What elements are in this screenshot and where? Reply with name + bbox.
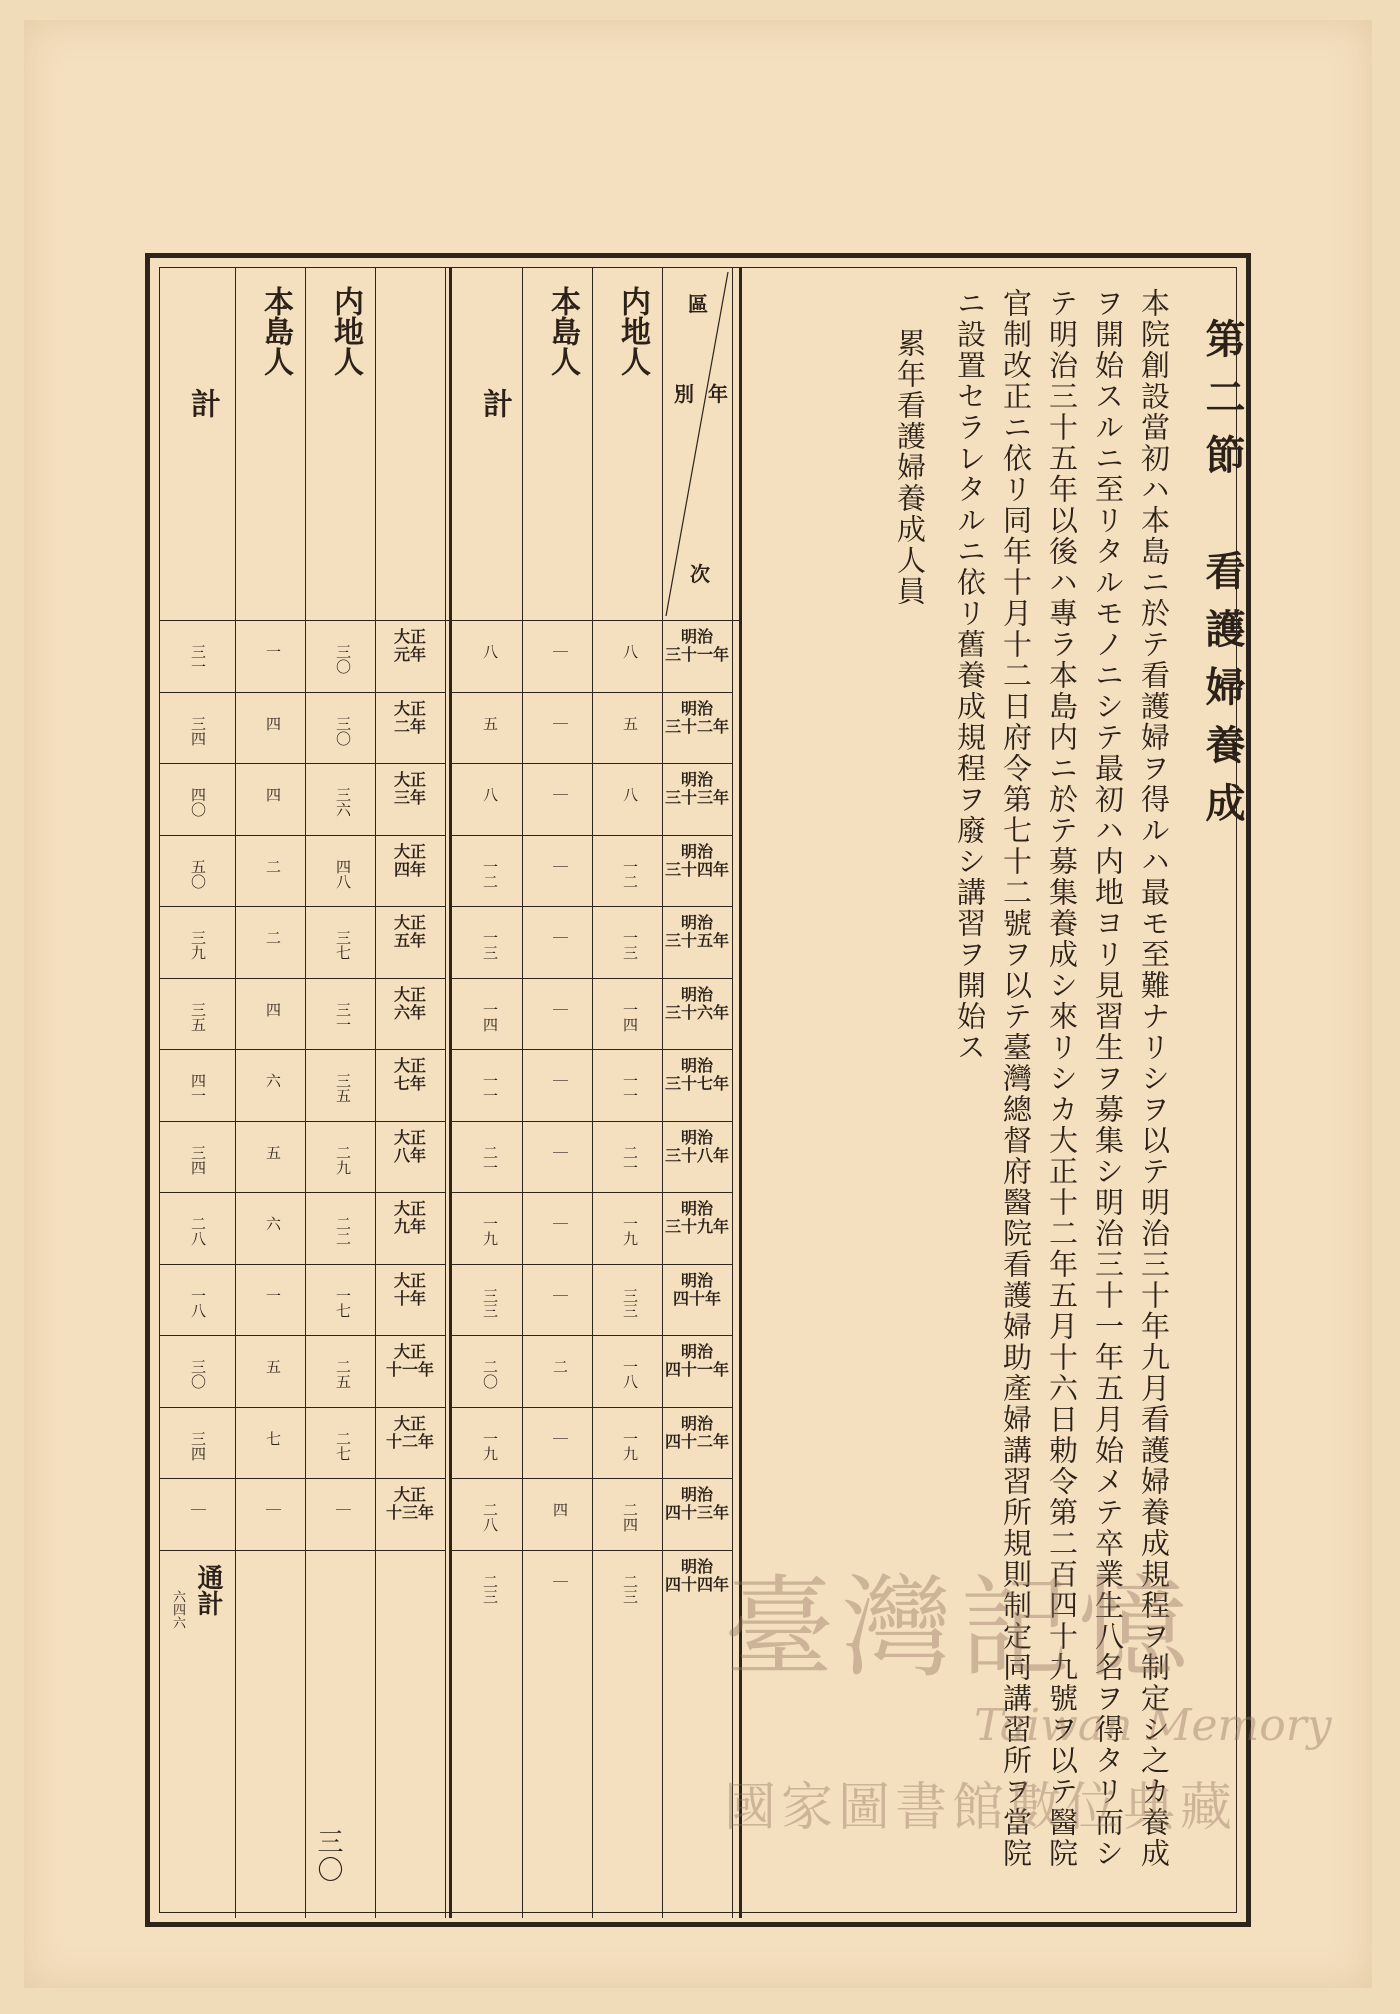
upper-row-rule	[452, 692, 732, 693]
lower-total-value: 三九	[189, 930, 207, 960]
upper-naichi-value: 一四	[621, 1001, 639, 1032]
lower-row-rule	[160, 1264, 445, 1265]
lower-year-label: 大正 元年	[393, 627, 426, 664]
upper-naichi-value: 一二	[621, 858, 639, 889]
table-vline	[592, 268, 593, 1918]
upper-hontou-value: 四	[551, 1502, 569, 1517]
upper-row-rule	[452, 1407, 732, 1408]
upper-hontou-value: ｜	[551, 1073, 569, 1088]
lower-row-rule	[160, 1121, 445, 1122]
upper-naichi-value: 一一	[621, 1073, 639, 1103]
lower-total-value: 三一	[189, 644, 207, 674]
document-page	[24, 20, 1372, 1988]
lower-naichi-value: 二五	[334, 1359, 352, 1389]
lower-year-label: 大正 八年	[393, 1127, 426, 1165]
table-vline	[235, 268, 236, 1918]
lower-naichi-value: 一七	[334, 1287, 352, 1318]
lower-year-label: 大正 十三年	[385, 1485, 434, 1522]
upper-row-rule	[452, 1192, 732, 1193]
lower-hontou-value: 五	[264, 1144, 282, 1160]
lower-year-label: 大正 五年	[393, 913, 426, 950]
upper-row-rule	[452, 835, 732, 836]
upper-header-naichi: 内地人	[615, 286, 650, 376]
table-vline	[375, 268, 376, 1918]
table-text-divider	[739, 268, 742, 1918]
lower-total-value: 四〇	[189, 787, 207, 817]
upper-hontou-value: ｜	[551, 715, 569, 731]
lower-year-label: 大正 九年	[393, 1199, 426, 1236]
lower-year-label: 大正 七年	[393, 1056, 426, 1093]
upper-hontou-value: ｜	[551, 1287, 569, 1303]
upper-naichi-value: 二四	[621, 1502, 639, 1532]
upper-total-value: 一四	[481, 1001, 499, 1032]
lower-row-rule	[160, 1049, 445, 1050]
upper-total-value: 二八	[481, 1502, 499, 1532]
upper-naichi-value: 八	[621, 644, 639, 659]
lower-row-rule	[160, 1407, 445, 1408]
upper-total-value: 八	[481, 787, 499, 802]
upper-year-label: 明治 四十二年	[664, 1413, 729, 1451]
lower-row-rule	[160, 763, 445, 764]
upper-hontou-value: ｜	[551, 1001, 569, 1017]
upper-year-label: 明治 四十一年	[664, 1342, 729, 1379]
upper-naichi-value: 三三	[621, 1287, 639, 1318]
lower-naichi-value: ｜	[334, 1502, 352, 1517]
watermark-sub: 國家圖書館數位典藏	[724, 1778, 1238, 1838]
lower-row-rule	[160, 835, 445, 836]
upper-header-hontou: 本島人	[545, 286, 580, 376]
grand-total-rule-sub	[235, 1550, 445, 1551]
upper-naichi-value: 一八	[621, 1359, 639, 1389]
table-vline	[522, 268, 523, 1918]
upper-year-label: 明治 三十一年	[664, 627, 729, 664]
upper-header-total: 計	[477, 388, 512, 418]
lower-naichi-value: 三五	[334, 1073, 352, 1103]
lower-naichi-value: 三〇	[334, 644, 352, 674]
lower-hontou-value: 一	[264, 1287, 282, 1303]
upper-naichi-value: 八	[621, 787, 639, 802]
corner-diagonal	[662, 268, 732, 620]
upper-hontou-value: ｜	[551, 644, 569, 659]
upper-hontou-value: ｜	[551, 1144, 569, 1160]
upper-year-label: 明治 四十年	[672, 1270, 721, 1308]
upper-row-rule	[452, 1264, 732, 1265]
narrative-column	[890, 288, 1245, 1888]
lower-total-value: 一八	[189, 1287, 207, 1318]
section-title: 第二節 看護婦養成	[1199, 318, 1246, 840]
lower-row-rule	[160, 1478, 445, 1479]
lower-total-value: 三四	[189, 1430, 207, 1461]
lower-year-label: 大正 三年	[393, 770, 426, 807]
lower-total-value: 三〇	[189, 1359, 207, 1389]
lower-hontou-value: 二	[264, 858, 282, 874]
upper-total-value: 一三	[481, 930, 499, 960]
lower-naichi-value: 四八	[334, 858, 352, 889]
upper-total-value: 一二	[481, 858, 499, 889]
lower-year-label: 大正 十一年	[385, 1342, 434, 1379]
upper-hontou-value: ｜	[551, 1216, 569, 1231]
lower-total-value: 二八	[189, 1216, 207, 1246]
corner-bottom: 別	[674, 382, 694, 406]
lower-hontou-value: 四	[264, 787, 282, 802]
page-number: 三〇	[313, 1828, 343, 1884]
lower-hontou-value: ｜	[264, 1502, 282, 1517]
lower-total-value: 三四	[189, 715, 207, 746]
lower-naichi-value: 二九	[334, 1144, 352, 1175]
lower-row-rule	[160, 978, 445, 979]
upper-row-rule	[452, 763, 732, 764]
lower-year-label: 大正 二年	[393, 698, 426, 736]
upper-total-value: 五	[481, 715, 499, 731]
upper-naichi-value: 一九	[621, 1430, 639, 1461]
upper-total-value: 三三	[481, 1287, 499, 1318]
grand-total-label: 通計	[193, 1563, 223, 1616]
lower-naichi-value: 三一	[334, 1001, 352, 1032]
table-header-rule	[160, 620, 739, 621]
watermark-main: 臺灣記憶	[724, 1564, 1196, 1692]
table-block-divider	[449, 268, 452, 1918]
lower-naichi-value: 三七	[334, 930, 352, 960]
lower-row-rule	[160, 1192, 445, 1193]
upper-hontou-value: ｜	[551, 1430, 569, 1446]
upper-total-value: 二一	[481, 1144, 499, 1175]
paragraph: 本院創設當初ハ本島ニ於テ看護婦ヲ得ルハ最モ至難ナリシヲ以テ明治三十年九月看護婦養成規程ヲ制定シ之カ養成ヲ開始スルニ至リタルモノニシテ最初ハ内地ヨリ見習生ヲ募集シ明治三十一年五月始メテ卒業生八名ヲ得タリ而シテ明治三十五年以後ハ專ラ本島内ニ於テ募集養成シ來リシカ大正十二年五月十六日勅令第二百四十九號ヲ以テ醫院官制改正ニ依リ同年十月十二日府令第七十二號ヲ以テ臺灣總督府醫院看護婦助產婦講習所規則制定同講習所ヲ當院ニ設置セラレタルニ依リ舊養成規程ヲ廢シ講習ヲ開始ス	[953, 288, 1171, 1869]
upper-year-label: 明治 三十四年	[664, 841, 729, 879]
table-vline	[305, 268, 306, 1918]
lower-hontou-value: 六	[264, 1073, 282, 1088]
upper-row-rule	[452, 1335, 732, 1336]
upper-year-label: 明治 三十二年	[664, 698, 729, 736]
table-vline	[445, 268, 446, 1918]
upper-row-rule	[452, 1478, 732, 1479]
statistics-table	[160, 268, 874, 1918]
lower-year-label: 大正 四年	[393, 841, 426, 879]
upper-row-rule	[452, 978, 732, 979]
upper-year-label: 明治 四十三年	[664, 1485, 729, 1522]
lower-total-value: 五〇	[189, 858, 207, 889]
upper-naichi-value: 一三	[621, 930, 639, 960]
upper-total-value: 一一	[481, 1073, 499, 1103]
upper-year-label: 明治 三十八年	[664, 1127, 729, 1165]
page-frame	[145, 253, 1251, 1927]
lower-year-label: 大正 十二年	[385, 1413, 434, 1451]
upper-year-label: 明治 三十七年	[664, 1056, 729, 1093]
grand-total-value: 六四六	[170, 1589, 185, 1629]
upper-total-value: 一九	[481, 1216, 499, 1246]
upper-row-rule	[452, 906, 732, 907]
lower-total-value: 三四	[189, 1144, 207, 1175]
lower-naichi-value: 二二	[334, 1216, 352, 1246]
lower-hontou-value: 四	[264, 1001, 282, 1017]
upper-year-label: 明治 三十三年	[664, 770, 729, 807]
upper-hontou-value: ｜	[551, 930, 569, 945]
upper-year-label: 明治 四十四年	[664, 1556, 729, 1594]
corner-kind: 區	[688, 292, 708, 316]
page-frame-inner	[159, 267, 1246, 1913]
lower-total-value: 三五	[189, 1001, 207, 1032]
lower-hontou-value: 六	[264, 1216, 282, 1231]
lower-hontou-value: 一	[264, 644, 282, 659]
lower-total-value: 四一	[189, 1073, 207, 1103]
upper-row-rule	[452, 1049, 732, 1050]
lower-row-rule	[160, 1335, 445, 1336]
table-title: 累年看護婦養成人員	[893, 328, 927, 607]
upper-year-label: 明治 三十六年	[664, 984, 729, 1022]
upper-hontou-value: 二	[551, 1359, 569, 1374]
upper-hontou-value: ｜	[551, 858, 569, 874]
upper-naichi-value: 五	[621, 715, 639, 731]
lower-year-label: 大正 六年	[393, 984, 426, 1022]
upper-total-value: 一九	[481, 1430, 499, 1461]
upper-row-rule	[452, 1550, 732, 1551]
lower-row-rule	[160, 906, 445, 907]
upper-hontou-value: ｜	[551, 787, 569, 802]
lower-naichi-value: 二七	[334, 1430, 352, 1461]
lower-total-value: ｜	[189, 1502, 207, 1517]
lower-hontou-value: 二	[264, 930, 282, 945]
lower-year-label: 大正 十年	[393, 1270, 426, 1308]
lower-row-rule	[160, 692, 445, 693]
upper-hontou-value: ｜	[551, 1573, 569, 1589]
upper-naichi-value: 一九	[621, 1216, 639, 1246]
upper-total-value: 二〇	[481, 1359, 499, 1389]
corner-year: 年	[708, 382, 728, 406]
lower-header-total: 計	[185, 388, 220, 418]
corner-bottom2: 次	[690, 562, 710, 586]
upper-naichi-value: 二一	[621, 1144, 639, 1175]
lower-naichi-value: 三〇	[334, 715, 352, 746]
lower-header-naichi: 内地人	[328, 286, 363, 376]
lower-hontou-value: 四	[264, 715, 282, 731]
upper-year-label: 明治 三十五年	[664, 913, 729, 950]
upper-year-label: 明治 三十九年	[664, 1199, 729, 1236]
lower-naichi-value: 三六	[334, 787, 352, 817]
lower-header-hontou: 本島人	[258, 286, 293, 376]
lower-hontou-value: 五	[264, 1359, 282, 1374]
upper-total-value: 八	[481, 644, 499, 659]
lower-hontou-value: 七	[264, 1430, 282, 1446]
watermark-latin: Taiwan Memory	[974, 1700, 1332, 1751]
corner-diagonal-line	[666, 272, 728, 616]
table-vline	[732, 268, 733, 1918]
upper-row-rule	[452, 1121, 732, 1122]
upper-total-value: 二三	[481, 1573, 499, 1604]
upper-naichi-value: 二三	[621, 1573, 639, 1604]
